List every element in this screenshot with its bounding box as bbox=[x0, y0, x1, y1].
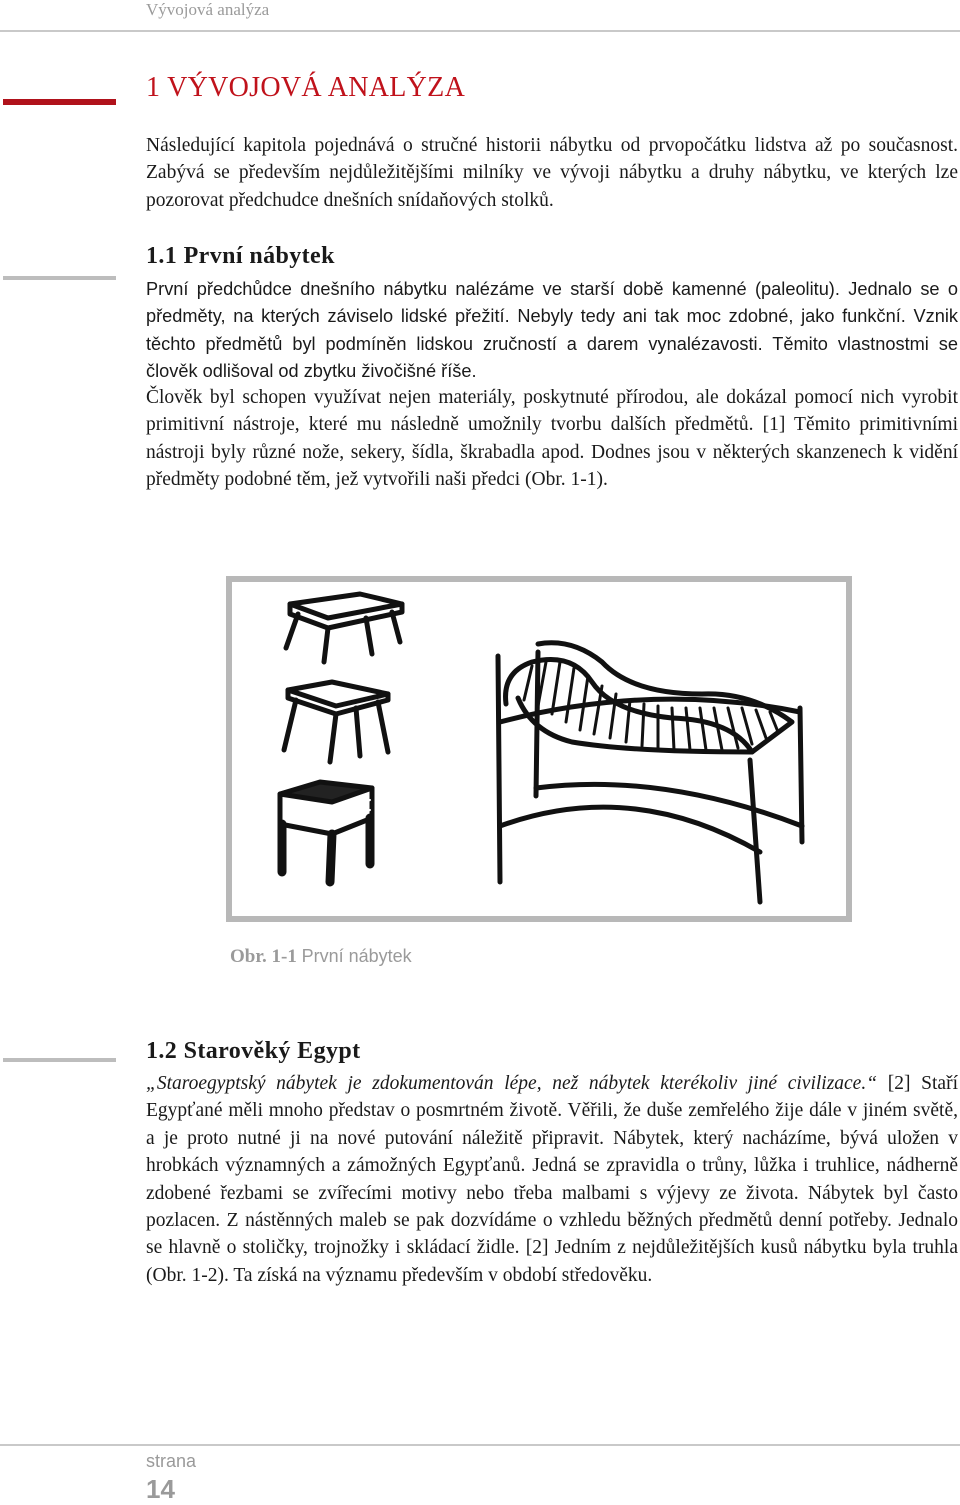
section-1-2-paragraph bbox=[146, 1070, 958, 1289]
chapter-intro-paragraph: Následující kapitola pojednává o stručné historii nábytku od prvopočátku lidstva až po současnost. Zabývá se především nejdůležitějšími milníky ve vývoji nábytku a druhy nábytku, ve kterých lze pozorovat předchudce dnešních snídaňových stolků. bbox=[146, 135, 958, 211]
chapter-marker bbox=[3, 99, 116, 105]
chapter-title: 1 VÝVOJOVÁ ANALÝZA bbox=[146, 72, 466, 103]
figure-first-furniture bbox=[226, 576, 852, 922]
section-marker bbox=[3, 1058, 116, 1062]
stool-illustration bbox=[284, 682, 388, 762]
stool-illustration bbox=[286, 594, 402, 662]
figure-label: Obr. 1-1 bbox=[230, 946, 297, 967]
section-title-1-2: 1.2 Starověký Egypt bbox=[146, 1038, 361, 1064]
section-1-2-body: [2] Staří Egypťané měli mnoho představ o posmrtném životě. Věřili, že duše zemřelého žije dále v jiném světě, a je proto nutné ji na nové putování náležitě připravit. Nábytek, který nacházíme, bývá uložen v hrobkách významných a zámožných Egypťanů. Jedná se zpravidla o trůny, lůžka i truhlice, nádherně zdobené řezbami se zvířecími motivy nebo třeba malbami s výjevy ze života. Nábytek byl často pozlacen. Z nástěnných maleb se pak dozvídáme o vzhledu běžných předmětů denní potřeby. Jednalo se hlavně o stoličky, trojnožky i skládací židle. [2] Jedním z nejdůležitějších kusů nábytku byla truhla (Obr. 1-2). Ta získá na významu především v období středověku. bbox=[146, 1073, 958, 1286]
page-number: 14 bbox=[146, 1474, 175, 1504]
figure-caption-text: První nábytek bbox=[301, 946, 412, 966]
section-1-1-paragraph-sans: První předchůdce dnešního nábytku nalézáme ve starší době kamenné (paleolitu). Jednalo se o předměty, na kterých záviselo lidské přežití. Nebyly tedy ani tak moc zdobné, jako funkční. Vznik těchto předmětů byl podmíněn lidskou zručností a darem vynalézavosti. Těmito vlastnostmi se člověk odlišoval od zbytku živočišné říše. bbox=[146, 279, 958, 382]
running-header: Vývojová analýza bbox=[146, 0, 270, 19]
woven-stool-illustration bbox=[280, 782, 372, 882]
header-divider bbox=[0, 30, 960, 32]
footer-divider bbox=[0, 1444, 960, 1446]
figure-caption bbox=[230, 946, 412, 968]
section-marker bbox=[3, 276, 116, 280]
section-title-1-1: 1.1 První nábytek bbox=[146, 243, 335, 269]
furniture-illustration bbox=[232, 582, 846, 916]
quote-text: „Staroegyptský nábytek je zdokumentován lépe, než nábytek kterékoliv jiné civilizace.“ bbox=[146, 1073, 878, 1094]
section-1-1-paragraph-serif: Člověk byl schopen využívat nejen materiály, poskytnuté přírodou, ale dokázal pomocí nich vyrobit primitivní nástroje, které mu následně umožnily tvorbu dalších předmětů. [1] Těmito primitivními nástroji byly různé nože, sekery, šídla, škrabadla apod. Dodnes jsou v některých skanzenech k vidění předměty podobné těm, jež vytvořili naši předci (Obr. 1-1). bbox=[146, 387, 958, 491]
page-label: strana bbox=[146, 1451, 197, 1471]
